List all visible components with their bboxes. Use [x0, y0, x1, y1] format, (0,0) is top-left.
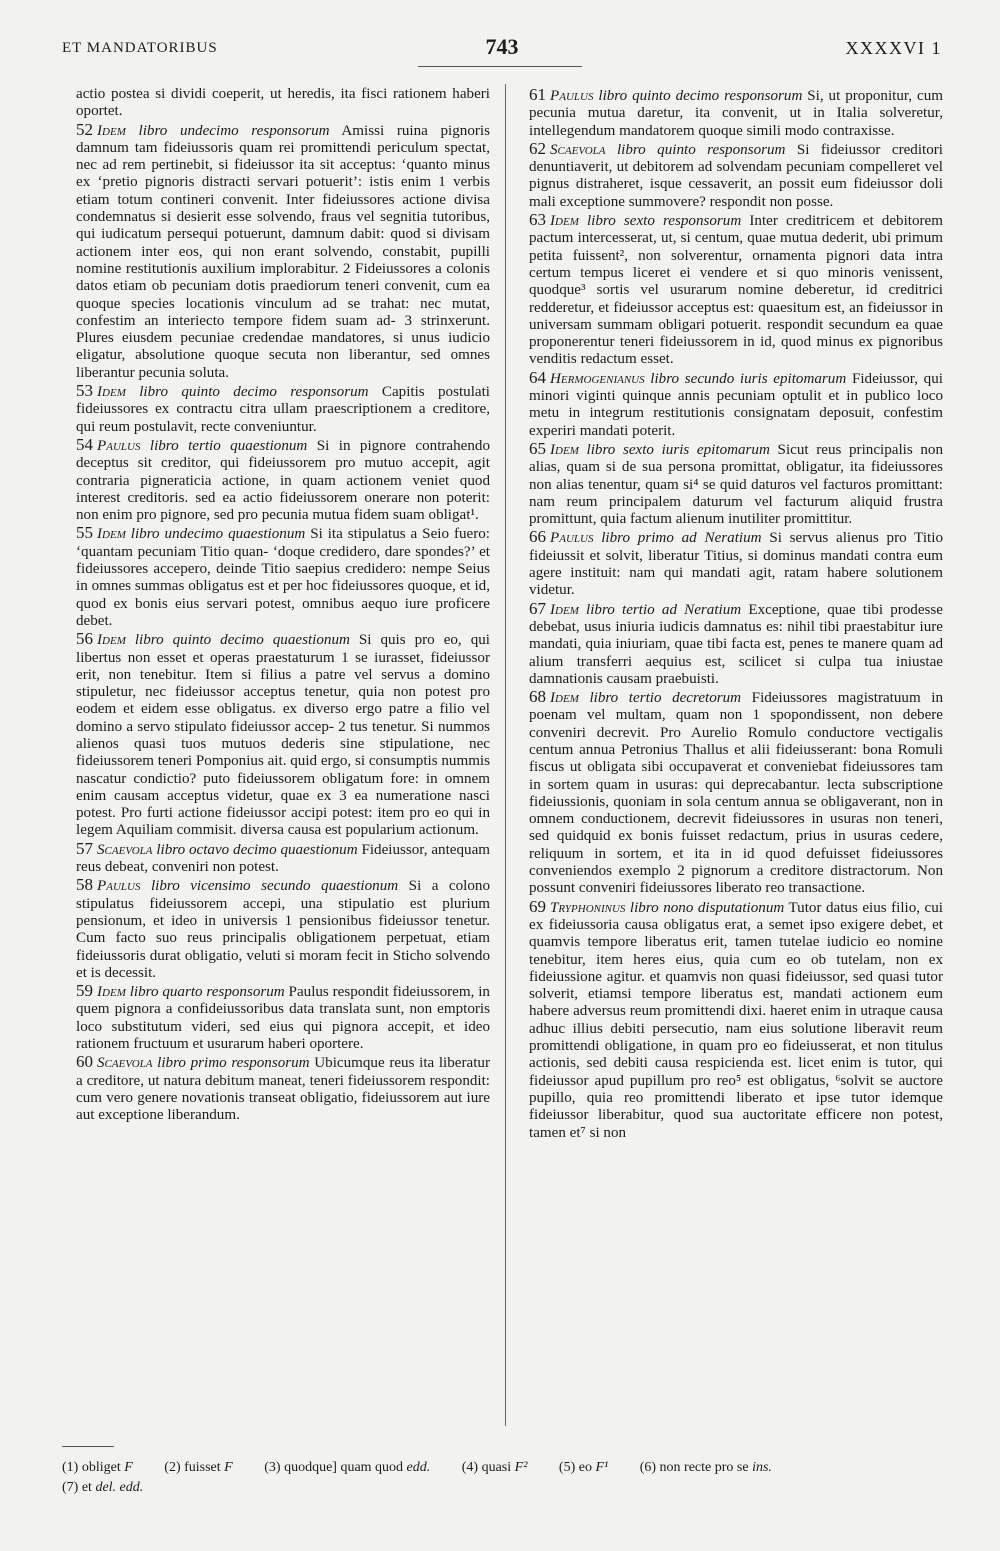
fragment-source: libro sexto iuris epitomarum: [586, 441, 770, 458]
fragment-62: [529, 140, 943, 211]
fragment-author: Paulus: [550, 88, 594, 104]
fragment-author: Idem: [97, 632, 126, 649]
fragment-number: 62: [529, 138, 546, 158]
fragment-number: 55: [76, 523, 93, 543]
fragment-source: libro secundo iuris epitomarum: [650, 370, 847, 387]
fragment-text: Fideiussores magistratuum in poenam vel multam, quam non 1 spopondissent, non debere conveniri decrevit. Pro Aurelio Romulo conductore vectigalis centum annua Petronius Thallus et alii fideiusserant: bona Romuli fiscus ut obligata sibi occupaverat et conveniebat fideiussores tam in sortem quam in usuras: qui deprecabantur. lecta subscriptione fideiussionis, quoniam in sola centum annua se obligaverant, non in omnem conductionem, decrevit fideiussores in usuras non teneri, sed quidquid ex bonis fuisset redactum, prius in usuras cedere, reliquum in sortem, et ita in id quod defuisset fideiussores conveniendos exemplo 2 pignorum a creditore distractorum. Non possunt conveniri fideiussores liberato reo transactione.: [529, 690, 944, 897]
fragment-text: Exceptione, quae tibi prodesse debebat, usus iniuria iudicis damnatus es: nihil tibi praestabitur iure mandati, quia iniuriam, quae tibi facta est, penes te manere quam ad alium transferri aequius est, scilicet si culpa tua iniustae damnationis causam praebuisti.: [529, 601, 944, 687]
fragment-text: Inter creditricem et debitorem pactum intercesserat, ut, si centum, quae mutua dederit, ubi primum petita fuissent², non solverentur, ornamenta pignori data intra certum tempus liceret ei vendere et si quo minoris venissent, quodque³ sortis vel usurarum nomine deberetur, id creditrici redderetur, et fideiussor acceptus est: quaesitum est, an fideiussor in universam summam obligari potuerit. respondit secundum ea quae proponerentur teneri fideiussorem in id, quod minus ex pignoribus venditis redactum esset.: [529, 213, 943, 368]
fragment-author: Paulus: [97, 878, 141, 895]
fragment-67: [529, 600, 943, 688]
fragment-text: Si, ut proponitur, cum pecunia mutua daretur, ita convenit, ut in Italia solveretur, intellegendum mandatorem quoque simili modo contraxisse.: [529, 88, 943, 139]
fragment-text: Tutor datus eius filio, cui ex fideiussoria causa obligatus erat, a semet ipso exigere debet, et quamvis tempore liberatus erit, tamen tutelae iudicio eo nomine tenebitur, item heres eius, quia cum eo ob tutelam, non ex fideiussione agitur. et quamvis non quasi fideiussor, sed quasi tutor solverit, etiamsi tempore liberatus est, mandati actionem eum habere adversus reum promittendi dixi. haeret enim in utraque causa adhuc illius debiti persecutio, nam eius solutione liberavit reum promittendi obligatione, in quam pro eo fideiusserat, et non titulus actionis, sed debiti causa respicienda est. licet enim is tutor, qui fideiussor apud pupillum pro reo⁵ est obligatus, ⁶solvit se auctore pupillo, quia reo promittendi liberato et ipse tutor idemque fideiussor liberabitur, quod sua auctoritate efficere non potest, tamen et⁷ si non: [529, 899, 943, 1141]
section-number: XXXXVI 1: [845, 38, 942, 58]
fragment-66: [529, 528, 943, 599]
fragment-source: libro nono disputationum: [629, 899, 785, 916]
fragment-number: 64: [529, 367, 546, 387]
fragment-text: Ubicumque reus ita liberatur a creditore, ut natura debitum maneat, teneri fideiussorem respondit: cum vero genere novationis transeat obligatio, fideiussorem aut iure aut exceptione liberandum.: [76, 1055, 490, 1124]
fragment-61: [529, 86, 943, 140]
fragment-text: Capitis postulati fideiussores ex contractu citra ullam praescriptionem a creditore, qui reum postulavit, recte conveniuntur.: [76, 384, 490, 435]
footnote-2: (2) fuisset F: [164, 1460, 233, 1475]
fragment-text: Sicut reus principalis non alias, quam si de sua persona promittat, obligatur, ita fideiussores non alias tenentur, quam si⁴ se quid daturos vel facturos promittant: nam reum principalem daturum vel facturum aliquid frustra promittunt, quia factum alienum inutiliter promittitur.: [529, 441, 944, 528]
running-title: ET MANDATORIBUS: [62, 40, 218, 56]
fragment-57: [76, 840, 490, 877]
fragment-number: 56: [76, 629, 93, 649]
fragment-text: Si fideiussor creditori denuntiaverit, ut debitorem ad solvendam pecuniam compelleret vel pignus distraheret, isque cessaverit, an possit eum fideiussor doli mali exceptione summovere? respondit non posse.: [529, 141, 943, 210]
fragment-number: 65: [529, 438, 546, 458]
footnote-rule: [62, 1446, 114, 1447]
header-rule: [418, 66, 582, 67]
fragment-source: libro quinto decimo responsorum: [139, 384, 369, 401]
fragment-text: Fideiussor, qui minori viginti quinque annis pecuniam optulit et in publico loco metu in integrum restitutionis consignatam deposuit, confestim experiri mandati poterit.: [529, 370, 943, 439]
fragment-number: 59: [76, 981, 93, 1001]
fragment-source: libro undecimo quaestionum: [130, 526, 306, 543]
fragment-author: Idem: [97, 122, 126, 139]
fragment-number: 66: [529, 527, 546, 547]
fragment-author: Tryphoninus: [550, 899, 626, 916]
fragment-source: libro undecimo responsorum: [138, 122, 330, 139]
fragment-text: Si a colono stipulatus fideiussorem accepi, una stipulatio est plurium pensionum, et ideo in universis 1 pensionibus fideiussor tenetur. Cum facto suo reus principalis obligationem perpetuat, etiam fideiussoris durat obligatio, veluti si moram fecit in Sticho solvendo et is decessit.: [76, 878, 491, 981]
fragment-author: Hermogenianus: [550, 370, 645, 387]
fragment-source: libro tertio decretorum: [589, 690, 742, 707]
fragment-author: Idem: [97, 984, 126, 1001]
fragment-52: [76, 121, 490, 382]
fragment-source: libro quinto decimo responsorum: [598, 88, 803, 104]
footnote-7: (7) et del. edd.: [62, 1480, 144, 1495]
fragment-number: 54: [76, 434, 93, 454]
left-column: [76, 86, 490, 1125]
fragment-text: Si servus alienus pro Titio fideiussit et solvit, liberatur Titius, si dominus mandati contra eum agere instituit: nam qui mandati agit, ratam habere solutionem videtur.: [529, 530, 943, 599]
fragment-author: Idem: [550, 441, 579, 458]
fragment-source: libro primo responsorum: [157, 1055, 310, 1072]
fragment-55: [76, 524, 490, 630]
fragment-53: [76, 382, 490, 436]
footnote-5: (5) eo F¹: [558, 1460, 609, 1475]
fragment-source: libro sexto responsorum: [586, 213, 742, 230]
fragment-source: libro octavo decimo quaestionum: [156, 841, 358, 858]
footnotes: [62, 1458, 942, 1498]
fragment-source: libro quarto responsorum: [129, 984, 285, 1001]
footnote-6: (6) non recte pro se ins.: [639, 1460, 772, 1475]
fragment-65: [529, 440, 943, 528]
fragment-text: Si ita stipulatus a Seio fuero: ‘quantam pecuniam Titio quan- ‘doque credidero, dare spondes?’ et fideiussores accepero, deinde Titio saepius credidero: nempe Seius in omnes summas obligatus est et per hoc fideiussores quoque, et id, quod ex bonis eius servari potest, omnibus aequo iure proficere debet.: [76, 526, 490, 629]
fragment-author: Idem: [550, 690, 579, 707]
fragment-number: 52: [76, 119, 93, 139]
column-divider: [505, 84, 506, 1426]
fragment-number: 57: [76, 838, 93, 858]
fragment-69: [529, 898, 943, 1142]
fragment-number: 68: [529, 687, 546, 707]
fragment-author: Idem: [550, 601, 579, 618]
fragment-64: [529, 369, 943, 440]
fragment-number: 58: [76, 875, 93, 895]
fragment-text: Fideiussor, antequam reus debeat, conveniri non potest.: [76, 841, 491, 876]
fragment-source: libro quinto responsorum: [616, 141, 786, 158]
fragment-number: 61: [529, 85, 546, 104]
fragment-author: Idem: [97, 526, 126, 543]
fragment-author: Paulus: [550, 530, 594, 547]
fragment-text: Si in pignore contrahendo deceptus sit creditor, qui fideiussorem pro mutuo accepit, agit contraria pigneraticia actione, in quam actionem veniet quod interest creditoris. sed ea actio fideiussorem onerare non poterit: non enim pro pignore, sed pro pecunia mutua fidem suam obligat¹.: [76, 437, 491, 524]
footnote-3: (3) quodque] quam quod edd.: [264, 1460, 431, 1475]
fragment-68: [529, 688, 943, 898]
fragment-author: Paulus: [97, 437, 141, 454]
fragment-author: Idem: [97, 384, 126, 401]
fragment-number: 63: [529, 210, 546, 230]
fragment-source: libro vicensimo secundo quaestionum: [150, 878, 399, 895]
running-header: [62, 34, 942, 64]
fragment-54: [76, 436, 490, 524]
fragment-number: 69: [529, 896, 546, 916]
fragment-author: Idem: [550, 213, 579, 230]
footnote-4: (4) quasi F²: [461, 1460, 528, 1475]
fragment-63: [529, 211, 943, 369]
fragment-59: [76, 982, 490, 1053]
fragment-number: 67: [529, 598, 546, 618]
fragment-number: 60: [76, 1052, 93, 1072]
fragment-58: [76, 876, 490, 982]
fragment-author: Scaevola: [97, 841, 153, 858]
fragment-author: Scaevola: [550, 141, 606, 158]
fragment-text: Amissi ruina pignoris damnum tam fideiussoris quam rei promittendi periculum spectat, nec ad rem pertinebit, si fideiussor ita sit acceptus: ‘quanto minus ex ‘pretio pignoris distracti servari potuerit’: istis enim 1 verbis etiam totum contineri convenit. Inter fideiussores actione divisa condemnatus si desierit esse solvendo, fraus vel segnitia tutoribus, qui iudicatum persequi potuerunt, damnum dabit: quod si divisam actionem inter eos, qui non erant solvendo, constabit, pupilli nomine restitutionis auxilium implorabitur. 2 Fideiussores a colonis datos etiam ob pecuniam dotis praediorum teneri convenit, cum ea quoque species locationis vinculum ad se trahat: nec mutat, confestim an interiecto tempore fidem suam ad- 3 strinxerunt. Plures eiusdem pecuniae credendae mandatores, si unus iudicio eligatur, absolutione quoque secuta non liberantur, sed omnes liberantur pecunia soluta.: [76, 122, 490, 381]
fragment-text: Paulus respondit fideiussorem, in quem pignora a confideiussoribus data translata sunt, non emptoris loco substitutum videri, sed eius qui pignora accepit, et ideo rationem fructuum et usurarum haberi oportere.: [76, 984, 490, 1053]
fragment-continuation: actio postea si dividi coeperit, ut heredis, ita fisci rationem haberi oportet.: [76, 86, 490, 120]
fragment-source: libro tertio quaestionum: [149, 437, 308, 454]
fragment-author: Scaevola: [97, 1055, 153, 1072]
fragment-source: libro tertio ad Neratium: [586, 601, 742, 618]
fragment-source: libro quinto decimo quaestionum: [134, 632, 350, 649]
fragment-text: Si quis pro eo, qui libertus non esset et operas praestaturum 1 se iurasset, fideiussor erit, non tenebitur. Item si filius a patre vel servus a domino stipuletur, nec fideiussor acceptus tenetur, quia non potest pro eodem et eidem esse obligatus. ex diverso ergo patre a filio vel domino a servo stipulato fideiussor accep- 2 tus tenetur. Si nummos alienos quasi tuos mutuos dederis sine stipulatione, nec fideiussorem teneri Pomponius ait. quid ergo, si consumptis nummis nascatur condictio? puto fideiussorem obligatum fore: in omnem enim causam acceptus videtur, quae ex 3 ea numeratione nasci potest. Pro furti actione fideiussor accipi potest: item pro eo qui in legem Aquiliam commisit. diversa causa est popularium actionum.: [76, 632, 490, 839]
footnote-1: (1) obliget F: [62, 1460, 133, 1475]
right-column: [529, 86, 943, 1142]
fragment-number: 53: [76, 381, 93, 401]
fragment-56: [76, 630, 490, 840]
fragment-60: [76, 1053, 490, 1124]
fragment-source: libro primo ad Neratium: [601, 530, 762, 547]
page-number: 743: [485, 34, 519, 59]
